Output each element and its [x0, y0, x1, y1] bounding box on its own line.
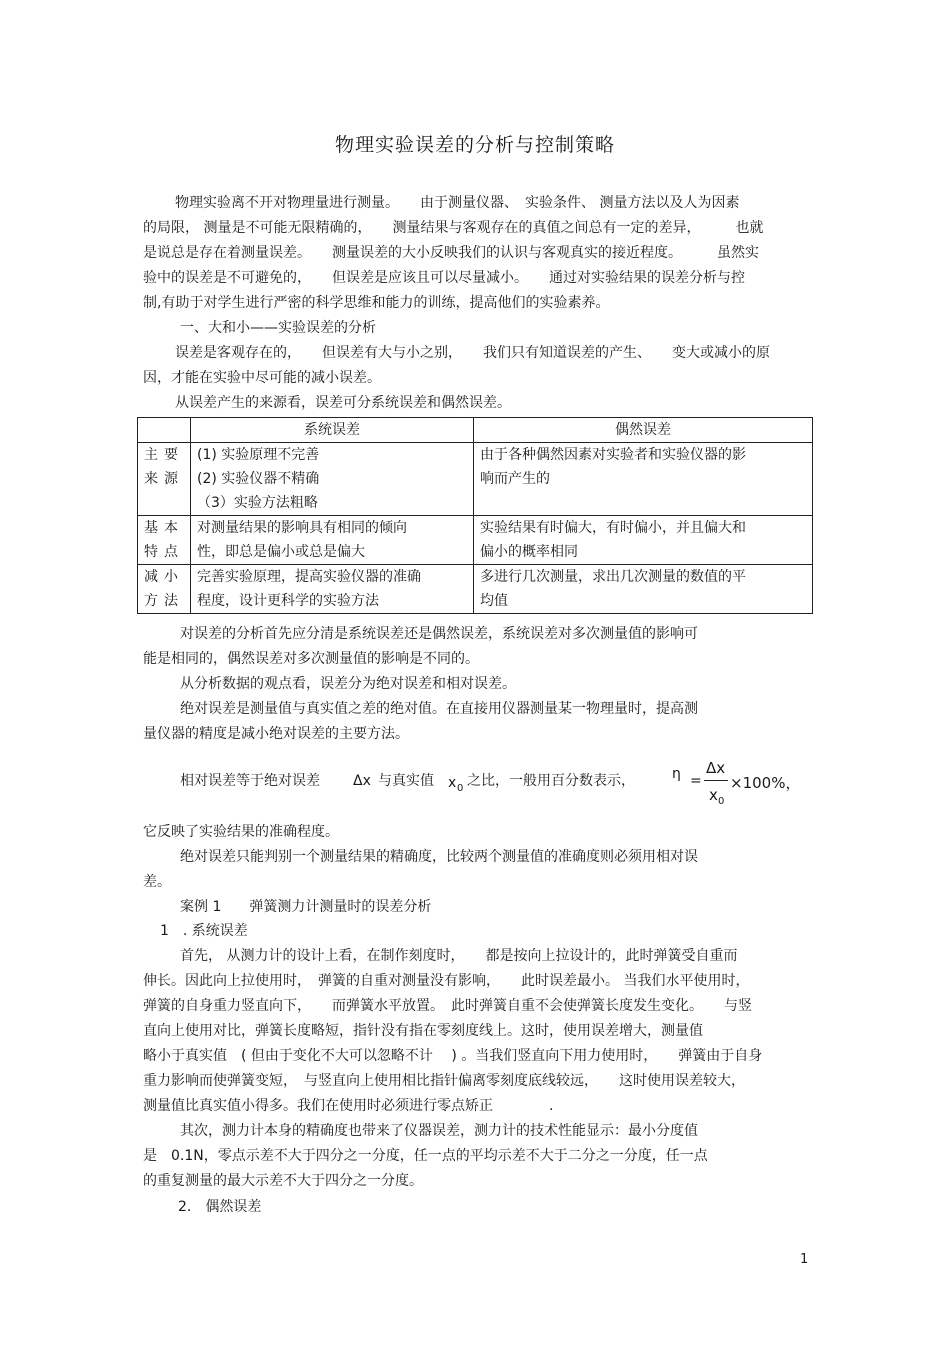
intro-line: 验中的误差是不可避免的， 但误差是应该且可以尽量减小。 通过对实验结果的误差分析与控	[143, 270, 745, 286]
subsection-heading: 1 . 系统误差	[160, 923, 248, 939]
paragraph-line: 因，才能在实验中尽可能的减小误差。	[143, 370, 381, 386]
page-number: 1	[800, 1252, 809, 1267]
eta-symbol: η	[672, 766, 681, 782]
paragraph-line: 测量值比真实值小得多。我们在使用时必须进行零点矫正 .	[143, 1098, 554, 1114]
table-row	[138, 443, 813, 516]
paragraph-line: 绝对误差只能判别一个测量结果的精确度，比较两个测量值的准确度则必须用相对误	[180, 849, 698, 865]
error-comparison-table	[137, 417, 813, 614]
paragraph-line: 绝对误差是测量值与真实值之差的绝对值。在直接用仪器测量某一物理量时，提高测	[180, 701, 698, 717]
paragraph-line: 从分析数据的观点看，误差分为绝对误差和相对误差。	[180, 676, 516, 692]
cell-random: 实验结果有时偏大，有时偏小，并且偏大和 偏小的概率相同	[474, 516, 813, 565]
fraction-bar	[704, 780, 728, 781]
row-label: 减小 方法	[138, 565, 191, 614]
paragraph-line: 直向上使用对比，弹簧长度略短，指针没有指在零刻度线上。这时，使用误差增大，测量值	[143, 1023, 703, 1039]
table-row	[138, 565, 813, 614]
cell-systematic: 对测量结果的影响具有相同的倾向 性，即总是偏小或总是偏大	[191, 516, 474, 565]
paragraph-line: 伸长。因此向上拉使用时， 弹簧的自重对测量没有影响， 此时误差最小。 当我们水平使用时，	[143, 973, 750, 989]
table-row	[138, 516, 813, 565]
cell-systematic: 完善实验原理，提高实验仪器的准确 程度，设计更科学的实验方法	[191, 565, 474, 614]
fraction-numerator: Δx	[706, 759, 726, 777]
paragraph-line: 重力影响而使弹簧变短， 与竖直向上使用相比指针偏离零刻度底线较远， 这时使用误差较大，	[143, 1073, 745, 1089]
paragraph-line: 差。	[143, 874, 171, 890]
paragraph-line: 量仪器的精度是减小绝对误差的主要方法。	[143, 726, 409, 742]
cell-random: 多进行几次测量，求出几次测量的数值的平 均值	[474, 565, 813, 614]
intro-line: 物理实验离不开对物理量进行测量。 由于测量仪器、 实验条件、 测量方法以及人为因素	[175, 195, 740, 211]
case-heading: 案例 1 弹簧测力计测量时的误差分析	[180, 899, 432, 915]
cell-systematic: (1) 实验原理不完善 (2) 实验仪器不精确 （3）实验方法粗略	[191, 443, 474, 516]
row-label: 基本 特点	[138, 516, 191, 565]
paragraph-line: 它反映了实验结果的准确程度。	[143, 824, 339, 840]
subsection-heading: 2. 偶然误差	[178, 1199, 262, 1215]
paragraph-line: 从误差产生的来源看，误差可分系统误差和偶然误差。	[175, 395, 511, 411]
paragraph-line: 是 0.1N，零点示差不大于四分之一分度，任一点的平均示差不大于二分之一分度，任一点	[143, 1148, 708, 1164]
intro-line: 是说总是存在着测量误差。 测量误差的大小反映我们的认识与客观真实的接近程度。 虽然实	[143, 245, 759, 261]
paragraph-line: 误差是客观存在的， 但误差有大与小之别， 我们只有知道误差的产生、 变大或减小的原	[175, 345, 770, 361]
paragraph-line: 对误差的分析首先应分清是系统误差还是偶然误差，系统误差对多次测量值的影响可	[180, 626, 698, 642]
paragraph-line: 首先， 从测力计的设计上看，在制作刻度时， 都是按向上拉设计的，此时弹簧受自重而	[180, 948, 738, 964]
paragraph-line: 其次，测力计本身的精确度也带来了仪器误差，测力计的技术性能显示：最小分度值	[180, 1123, 698, 1139]
table-header-systematic: 系统误差	[191, 418, 474, 443]
section-heading: 一、大和小——实验误差的分析	[180, 320, 376, 336]
table-header-random: 偶然误差	[474, 418, 813, 443]
paragraph-line: 弹簧的自身重力竖直向下， 而弹簧水平放置。 此时弹簧自重不会使弹簧长度发生变化。 与竖	[143, 998, 752, 1014]
table-corner-cell	[138, 418, 191, 443]
row-label: 主要 来源	[138, 443, 191, 516]
fraction-denominator: x	[709, 786, 718, 804]
paragraph-line: 的重复测量的最大示差不大于四分之一分度。	[143, 1173, 423, 1189]
paragraph-line: 能是相同的，偶然误差对多次测量值的影响是不同的。	[143, 651, 479, 667]
paragraph-line: 略小于真实值 ( 但由于变化不大可以忽略不计 ) 。当我们竖直向下用力使用时， 弹簧由于自身	[143, 1048, 763, 1064]
page-title: 物理实验误差的分析与控制策略	[334, 134, 615, 156]
cell-random: 由于各种偶然因素对实验者和实验仪器的影 响而产生的	[474, 443, 813, 516]
intro-line: 制,有助于对学生进行严密的科学思维和能力的训练，提高他们的实验素养。	[143, 295, 610, 311]
intro-line: 的局限， 测量是不可能无限精确的， 测量结果与客观存在的真值之间总有一定的差异， 也就	[143, 220, 764, 236]
